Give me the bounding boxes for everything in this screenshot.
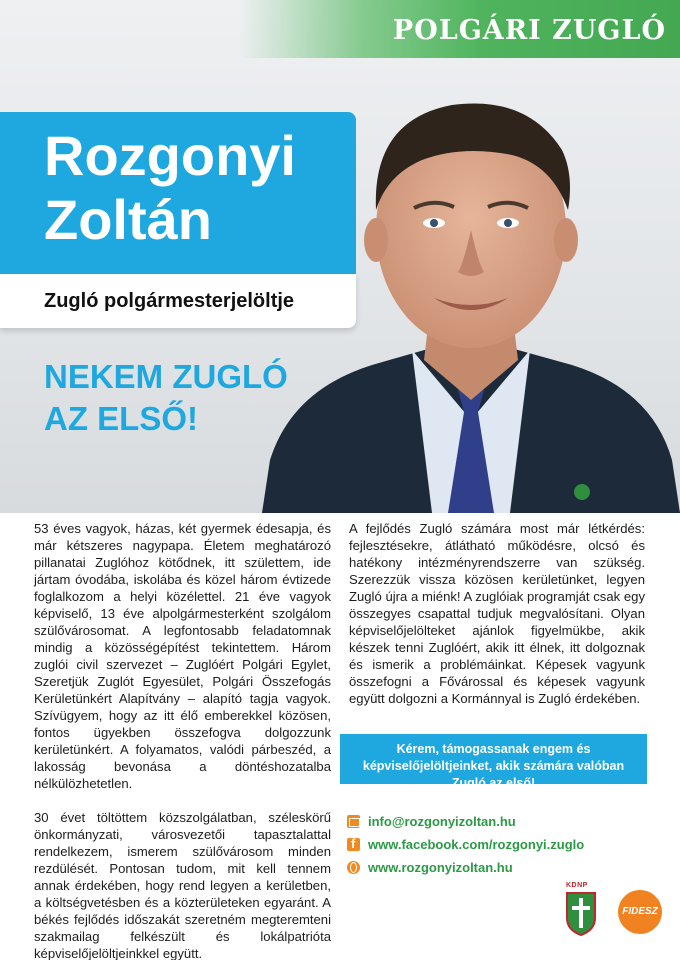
slogan: [44, 356, 288, 440]
right-column: [349, 520, 645, 724]
contact-email[interactable]: [347, 810, 647, 832]
mail-icon: [347, 815, 360, 828]
website-link[interactable]: www.rozgonyizoltan.hu: [368, 859, 513, 875]
email-link[interactable]: info@rozgonyizoltan.hu: [368, 813, 516, 829]
globe-icon: [347, 861, 360, 874]
brand-banner: [240, 0, 680, 58]
support-callout: Kérem, támogassanak engem és képviselőjelöltjeinket, akik számára valóban Zugló az első!: [340, 734, 647, 784]
brand-title: POLGÁRI ZUGLÓ: [392, 15, 666, 46]
left-column: [34, 520, 331, 960]
kdnp-label: KDNP: [566, 882, 588, 889]
candidate-first-name: Rozgonyi: [44, 124, 296, 187]
fidesz-logo: [618, 890, 662, 934]
contact-facebook[interactable]: [347, 833, 647, 855]
slogan-line-1: NEKEM ZUGLÓ: [44, 358, 288, 395]
left-paragraph-1: 53 éves vagyok, házas, két gyermek édesapja, és már kétszeres nagypapa. Életem meghatározó pillanatai Zuglóhoz kötődnek, itt születtem, ide jártam óvodába, iskolába és közel három évtizede foglalkozom a helyi közélettel. 21 éve vagyok képviselő, 13 éve alpolgármesterként szolgálom szülővárosomat. A legfontosabb feladatomnak mindig a közösségépítést tekintettem. Három zuglói civil szervezet – Zuglóért Polgári Egylet, Szeretjük Zuglót Egyesület, Polgári Összefogás Kerületünkért Alapítvány – alapító tagja vagyok. Szívügyem, hogy az itt élő emberekkel közösen, fontos ügyekben összefogva dolgozzunk kerületünkért. A folyamatos, valódi párbeszéd, a lakosság bevonása a döntéshozatalba nélkülözhetetlen.: [34, 521, 331, 791]
facebook-link[interactable]: www.facebook.com/rozgonyi.zuglo: [368, 836, 585, 852]
candidate-name-box: [0, 112, 356, 274]
contact-list: [347, 810, 647, 879]
candidate-subtitle-box: [0, 274, 356, 328]
party-logos: [560, 882, 670, 942]
contact-website[interactable]: [347, 856, 647, 878]
right-paragraph-1: A fejlődés Zugló számára most már létkérdés: fejlesztésekre, átlátható működésre, olcsó és hatékony intézményrendszerre van szükség. Szerezzük vissza közösen kerületünket, legyen Zugló újra a miénk! A zuglóiak programját csak egy összegyes csapattal tudjuk megvalósítani. Olyan képviselőjelölteket ajánlok figyelmükbe, akik készek tenni Zuglóért, akik itt élnek, itt dolgoznak és ismerik a problémáinkat. Képesek vagyunk összefogni a Fővárossal és képesek vagyunk együtt dolgozni a Kormánnyal is Zugló érdekében.: [349, 521, 645, 706]
facebook-icon: [347, 838, 360, 851]
candidate-subtitle: Zugló polgármesterjelöltje: [44, 290, 295, 312]
candidate-last-name: Zoltán: [44, 188, 212, 251]
kdnp-shield-icon: [566, 892, 596, 936]
fidesz-label: FIDESZ: [622, 906, 658, 917]
left-paragraph-2: 30 évet töltöttem közszolgálatban, széleskörű önkormányzati, városvezetői tapasztalattal rendelkezem, ismerem szülővárosom minden rezdülését. Pontosan tudom, mit kell tennem annak érdekében, hogy rend legyen a kerületben, a költségvetésben és a közterületeken egyaránt. A békés fejlődés időszakát szeretném megteremteni szakmailag felkészült és lokálpatrióta képviselőjelöltjeinkkel együtt.: [34, 810, 331, 960]
slogan-line-2: AZ ELSŐ!: [44, 400, 198, 437]
